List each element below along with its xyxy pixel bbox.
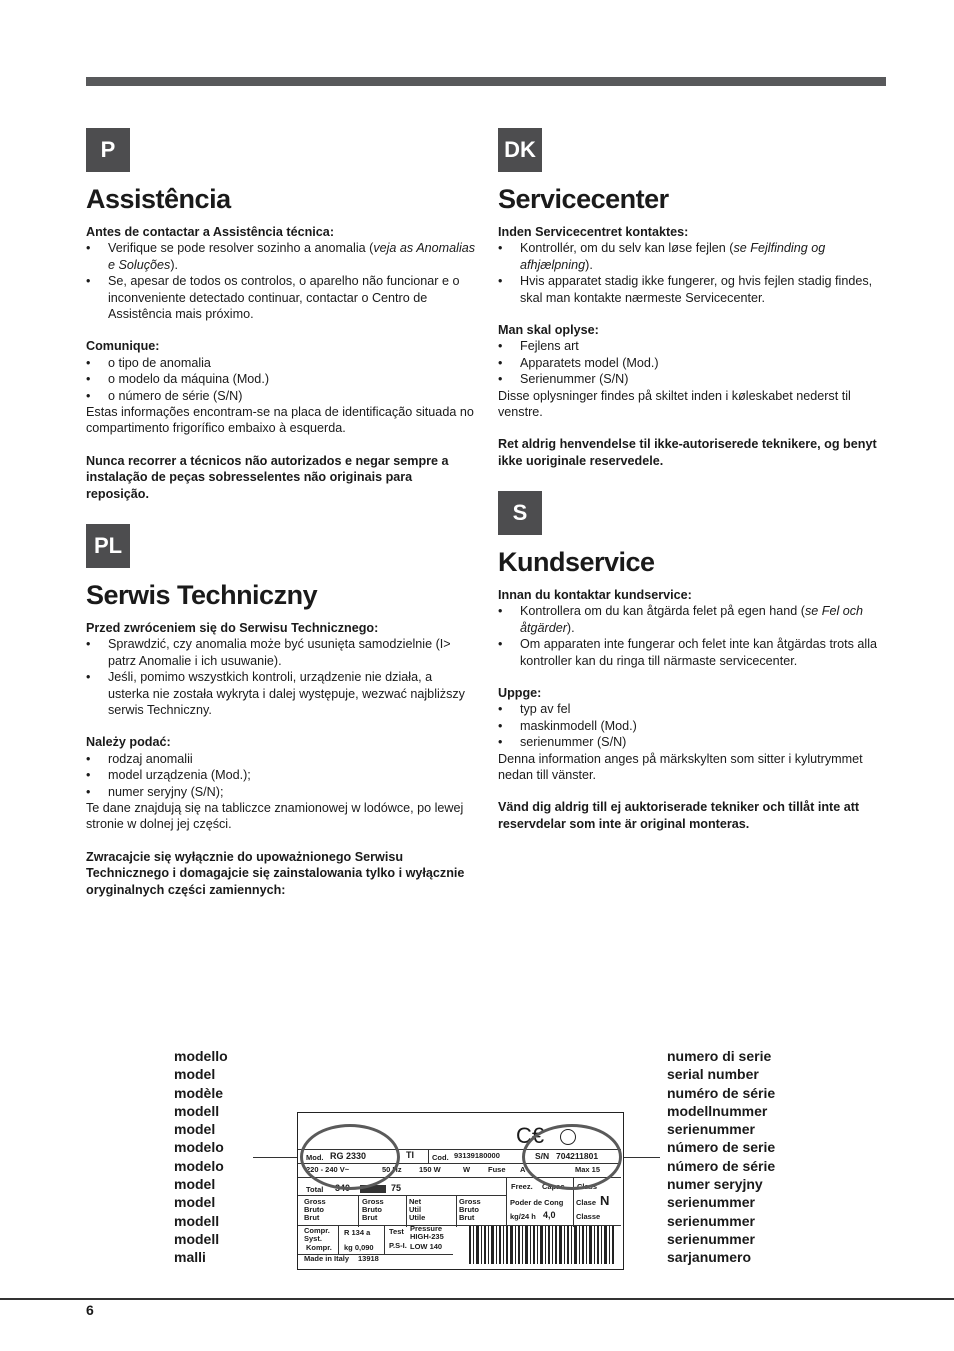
list-item: • o número de série (S/N) <box>86 388 476 404</box>
serial-term: sarjanumero <box>667 1249 752 1266</box>
model-term: modelo <box>174 1157 224 1174</box>
serial-term: serienummer <box>667 1212 755 1229</box>
plate-mod-label: Mod. <box>306 1153 324 1162</box>
plate-gross-2: Gross Bruto Brut <box>362 1197 384 1222</box>
plate-made-in: Made in Italy <box>304 1254 350 1263</box>
plate-gas-charge: kg 0,090 <box>344 1243 374 1252</box>
model-term: modell <box>174 1102 220 1119</box>
model-term: model <box>174 1194 216 1211</box>
serial-term: numéro de série <box>667 1084 776 1101</box>
plate-cod-value: 93139180000 <box>454 1151 500 1160</box>
communicate-se: Uppge: <box>498 686 542 701</box>
plate-high: HIGH-235 <box>410 1232 444 1241</box>
plate-net: Net Util Utile <box>409 1197 426 1222</box>
plate-kg-value: 4,0 <box>543 1210 556 1220</box>
plate-total: Total <box>306 1185 324 1194</box>
section-dk <box>498 128 888 469</box>
info-pl: Te dane znajdują się na tabliczce znamionowej w lodówce, po lewej stronie w dolnej jej części. <box>86 801 464 832</box>
plate-hz: 50 Hz <box>382 1165 402 1174</box>
info-pt: Estas informações encontram-se na placa de identificação situada no compartimento frigorífico embaixo à esquerda. <box>86 405 474 436</box>
section-title-dk: Servicecenter <box>498 184 669 214</box>
communicate-dk: Man skal oplyse: <box>498 323 599 338</box>
bullet-dk-1: • Kontrollér, om du selv kan løse fejlen (se Fejlfinding og afhjælpning). <box>498 240 888 273</box>
list-item: • typ av fel <box>498 701 888 717</box>
list-item: • Serienummer (S/N) <box>498 371 888 387</box>
warning-se: Vänd dig aldrig till ej auktoriserade tekniker och tillåt inte att reservdelar som inte är original monteras. <box>498 800 860 831</box>
plate-clase-value: N <box>600 1193 610 1208</box>
info-se: Denna information anges på märkskylten som sitter i kylutrymmet nedan till vänster. <box>498 751 863 783</box>
model-term: modello <box>174 1048 228 1064</box>
serial-term: número de serie <box>667 1139 776 1156</box>
list-item: • o tipo de anomalia <box>86 355 476 371</box>
serial-term: numer seryjny <box>667 1176 763 1193</box>
ce-mark-icon: C€ <box>516 1123 545 1148</box>
plate-classe: Classe <box>576 1212 601 1221</box>
plate-freez: Freez. <box>511 1182 533 1191</box>
plate-sn-value: 704211801 <box>556 1151 599 1161</box>
plate-class: Class <box>577 1182 598 1191</box>
model-term: model <box>174 1176 216 1193</box>
language-badge-dk: DK <box>498 128 542 172</box>
plate-w2: W <box>463 1165 471 1174</box>
list-item: • o modelo da máquina (Mod.) <box>86 371 476 387</box>
plate-star-value: 75 <box>391 1183 402 1193</box>
bullet-se-1: • Kontrollera om du kan åtgärda felet på egen hand (se Fel och åtgärder). <box>498 603 888 636</box>
serial-term: serial number <box>667 1066 759 1083</box>
bullet-se-2: • Om apparaten inte fungerar och felet inte kan åtgärdas trots alla kontroller kan du ringa till närmaste servicecenter. <box>498 636 888 669</box>
lead-pl: Przed zwróceniem się do Serwisu Technicznego: <box>86 621 379 635</box>
model-highlight-ellipse <box>300 1124 402 1193</box>
list-item: • numer seryjny (S/N); <box>86 784 476 800</box>
lead-dk: Inden Servicecentret kontaktes: <box>498 225 689 239</box>
warning-dk: Ret aldrig henvendelse til ikke-autoriserede teknikere, og benyt ikke uoriginale reservedele. <box>498 437 877 468</box>
list-item: • serienummer (S/N) <box>498 734 888 750</box>
plate-kompr: Kompr. <box>306 1243 332 1252</box>
bullet-dk-2: • Hvis apparatet stadig ikke fungerer, og hvis fejlen stadig findes, skal man kontakte nærmeste Servicecenter. <box>498 273 888 306</box>
model-term: model <box>174 1066 216 1083</box>
bullet-pl-2: • Jeśli, pomimo wszystkich kontroli, urządzenie nie działa, a usterka nie została wykryta i dalej występuje, wezwać najbliższy serwis Techniczny. <box>86 669 476 718</box>
bottom-divider <box>0 1298 954 1300</box>
language-badge-pt: P <box>86 128 130 172</box>
model-leader-line <box>253 1157 303 1158</box>
plate-refrigerant: R 134 a <box>344 1228 371 1237</box>
list-item: • rodzaj anomalii <box>86 751 476 767</box>
bullet-pl-1: • Sprawdzić, czy anomalia może być usunięta samodzielnie (I> patrz Anomalie i ich usuwanie). <box>86 636 476 669</box>
plate-psi: P.S-I. <box>389 1241 407 1250</box>
serial-term: serienummer <box>667 1194 755 1211</box>
plate-watt: 150 W <box>419 1165 441 1174</box>
plate-made-code: 13918 <box>358 1254 379 1263</box>
bullet-pt-1: • Verifique se pode resolver sozinho a anomalia (veja as Anomalias e Soluções). <box>86 240 476 273</box>
serial-term: número de série <box>667 1157 776 1174</box>
plate-voltage: 220 - 240 V~ <box>306 1165 350 1174</box>
section-se <box>498 491 888 832</box>
serial-term: serienummer <box>667 1230 755 1247</box>
serial-highlight-ellipse <box>522 1124 622 1190</box>
section-title-se: Kundservice <box>498 547 655 577</box>
plate-capac: Capac <box>542 1182 565 1191</box>
plate-test: Test <box>389 1227 404 1236</box>
section-title-pl: Serwis Techniczny <box>86 580 318 610</box>
model-terms-list <box>174 1047 228 1267</box>
plate-pressure: Pressure <box>410 1224 443 1233</box>
communicate-pl: Należy podać: <box>86 735 171 750</box>
language-badge-pl: PL <box>86 524 130 568</box>
list-item: • Apparatets model (Mod.) <box>498 355 888 371</box>
model-term: malli <box>174 1249 206 1266</box>
plate-amp: A <box>520 1165 526 1174</box>
plate-clase: Clase <box>576 1198 597 1207</box>
serial-term: modellnummer <box>667 1102 768 1119</box>
plate-mod-value: RG 2330 <box>330 1151 367 1161</box>
language-badge-se: S <box>498 491 542 535</box>
section-pl <box>86 524 476 898</box>
list-item: • Fejlens art <box>498 338 888 354</box>
serial-term: numero di serie <box>667 1048 772 1064</box>
serial-terms-list <box>667 1047 775 1267</box>
model-term: modelo <box>174 1139 224 1156</box>
model-term: modèle <box>174 1084 224 1101</box>
communicate-pt: Comunique: <box>86 339 160 354</box>
plate-low: LOW 140 <box>410 1242 443 1251</box>
info-dk: Disse oplysninger findes på skiltet inden i køleskabet nederst til venstre. <box>498 388 851 420</box>
list-item: • maskinmodell (Mod.) <box>498 718 888 734</box>
serial-term: serienummer <box>667 1121 755 1138</box>
lead-se: Innan du kontaktar kundservice: <box>498 588 692 602</box>
model-term: modell <box>174 1230 220 1247</box>
section-pt <box>86 128 476 502</box>
warning-pl: Zwracajcie się wyłącznie do upoważnionego Serwisu Technicznego i domagajcie się zainstalowania tylko i wyłącznie oryginalnych części zamiennych: <box>86 849 465 897</box>
plate-max: Max 15 <box>575 1165 601 1174</box>
plate-kg24: kg/24 h <box>510 1212 536 1221</box>
plate-ti: TI <box>406 1150 414 1160</box>
plate-gross-1: Gross Bruto Brut <box>304 1197 326 1222</box>
plate-poder: Poder de Cong <box>510 1198 564 1207</box>
plate-compr: Compr. Syst. <box>304 1226 330 1243</box>
warning-pt: Nunca recorrer a técnicos não autorizados e negar sempre a instalação de peças sobresselentes não originais para reposição. <box>86 453 449 501</box>
plate-gross-3: Gross Bruto Brut <box>459 1197 481 1222</box>
page-number: 6 <box>86 1302 94 1318</box>
model-term: model <box>174 1121 216 1138</box>
bullet-pt-2: • Se, apesar de todos os controlos, o aparelho não funcionar e o inconveniente detectado continuar, contactar o Centro de Assistência mais próximo. <box>86 273 476 322</box>
plate-fuse: Fuse <box>488 1165 506 1174</box>
list-item: • model urządzenia (Mod.); <box>86 767 476 783</box>
top-divider-bar <box>86 77 886 86</box>
lead-pt: Antes de contactar a Assistência técnica: <box>86 225 335 239</box>
section-title-pt: Assistência <box>86 184 231 214</box>
plate-sn-label: S/N <box>535 1151 550 1161</box>
barcode-icon <box>467 1226 617 1264</box>
plate-cod-label: Cod. <box>432 1153 449 1162</box>
plate-total-value: 340 <box>335 1183 351 1193</box>
model-term: modell <box>174 1212 220 1229</box>
